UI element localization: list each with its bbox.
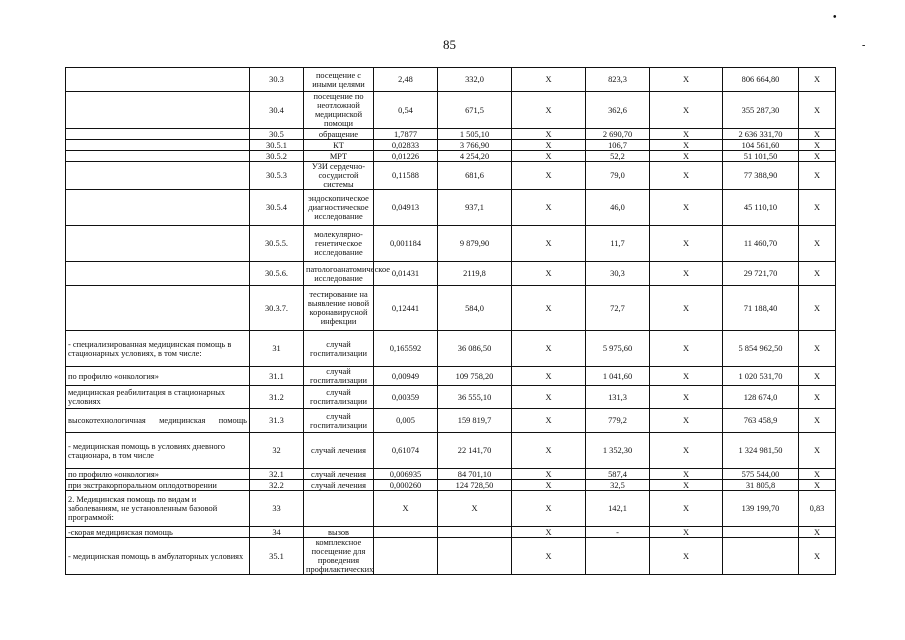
- table-cell: Х: [512, 226, 586, 262]
- table-cell: Х: [512, 140, 586, 151]
- table-cell: Х: [650, 367, 723, 386]
- table-cell: 33: [250, 491, 304, 527]
- table-cell: 937,1: [438, 190, 512, 226]
- table-cell: 30,3: [586, 262, 650, 286]
- table-cell: 0,006935: [374, 469, 438, 480]
- table-cell: Х: [799, 480, 836, 491]
- table-cell: 823,3: [586, 68, 650, 92]
- table-cell: 681,6: [438, 162, 512, 190]
- table-cell: [66, 286, 250, 331]
- table-cell: УЗИ сердечно-сосудистой системы: [304, 162, 374, 190]
- table-row: [66, 129, 836, 140]
- table-cell: случай госпитализации: [304, 409, 374, 433]
- table-row: [66, 162, 836, 190]
- table-cell: посещение с иными целями: [304, 68, 374, 92]
- table-cell: [66, 92, 250, 129]
- table-cell: 52,2: [586, 151, 650, 162]
- table-cell: 0,00949: [374, 367, 438, 386]
- table-cell: случай госпитализации: [304, 331, 374, 367]
- table-cell: Х: [512, 491, 586, 527]
- table-cell: Х: [512, 433, 586, 469]
- table-cell: Х: [799, 527, 836, 538]
- table-cell: Х: [650, 386, 723, 409]
- table-cell: Х: [799, 92, 836, 129]
- table-cell: 35.1: [250, 538, 304, 575]
- table-row: [66, 538, 836, 575]
- table-cell: Х: [799, 331, 836, 367]
- table-cell: 0,12441: [374, 286, 438, 331]
- table-cell: 2. Медицинская помощь по видам и заболеваниям, не установленным базовой программой:: [66, 491, 250, 527]
- table-cell: 22 141,70: [438, 433, 512, 469]
- table-cell: Х: [799, 162, 836, 190]
- table-cell: 0,11588: [374, 162, 438, 190]
- table-cell: 32.2: [250, 480, 304, 491]
- table-cell: 0,61074: [374, 433, 438, 469]
- table-row: [66, 331, 836, 367]
- table-row: [66, 433, 836, 469]
- table-cell: 32,5: [586, 480, 650, 491]
- table-cell: 139 199,70: [723, 491, 799, 527]
- table-cell: молекулярно-генетическое исследование: [304, 226, 374, 262]
- table-cell: 584,0: [438, 286, 512, 331]
- table-row: [66, 480, 836, 491]
- table-row: [66, 226, 836, 262]
- table-cell: Х: [650, 331, 723, 367]
- table-row: [66, 367, 836, 386]
- table-cell: 34: [250, 527, 304, 538]
- table-cell: 362,6: [586, 92, 650, 129]
- table-cell: 0,54: [374, 92, 438, 129]
- table-cell: Х: [650, 190, 723, 226]
- corner-dot-mark: •: [833, 12, 837, 23]
- table-cell: 31: [250, 331, 304, 367]
- table-cell: 159 819,7: [438, 409, 512, 433]
- table-cell: случай госпитализации: [304, 367, 374, 386]
- table-cell: МРТ: [304, 151, 374, 162]
- table-cell: [66, 151, 250, 162]
- table-cell: 131,3: [586, 386, 650, 409]
- table-cell: случай госпитализации: [304, 386, 374, 409]
- table-cell: 84 701,10: [438, 469, 512, 480]
- table-cell: 30.4: [250, 92, 304, 129]
- table-cell: обращение: [304, 129, 374, 140]
- table-cell: Х: [650, 469, 723, 480]
- table-cell: Х: [799, 151, 836, 162]
- table-cell: [66, 226, 250, 262]
- table-cell: 30.5.1: [250, 140, 304, 151]
- table-cell: 29 721,70: [723, 262, 799, 286]
- table-cell: [304, 491, 374, 527]
- table-cell: Х: [512, 162, 586, 190]
- table-cell: 30.5.5.: [250, 226, 304, 262]
- table-cell: 124 728,50: [438, 480, 512, 491]
- table-cell: Х: [512, 538, 586, 575]
- table-cell: Х: [799, 286, 836, 331]
- table-cell: 763 458,9: [723, 409, 799, 433]
- table-cell: комплексное посещение для проведения профилактических: [304, 538, 374, 575]
- table-cell: 5 854 962,50: [723, 331, 799, 367]
- table-cell: Х: [512, 68, 586, 92]
- table-cell: 1 020 531,70: [723, 367, 799, 386]
- table-cell: 587,4: [586, 469, 650, 480]
- table-cell: Х: [512, 469, 586, 480]
- table-cell: высокотехнологичная медицинская помощь: [66, 409, 250, 433]
- tariff-table: [65, 67, 836, 575]
- table-cell: Х: [799, 538, 836, 575]
- table-cell: 30.5: [250, 129, 304, 140]
- table-cell: Х: [512, 129, 586, 140]
- table-cell: [66, 68, 250, 92]
- table-cell: 3 766,90: [438, 140, 512, 151]
- page-number: 85: [443, 37, 456, 52]
- table-cell: посещение по неотложной медицинской помощи: [304, 92, 374, 129]
- table-cell: Х: [512, 386, 586, 409]
- table-cell: 2 636 331,70: [723, 129, 799, 140]
- table-cell: 31.3: [250, 409, 304, 433]
- table-cell: при экстракорпоральном оплодотворении: [66, 480, 250, 491]
- table-cell: Х: [512, 92, 586, 129]
- table-cell: 779,2: [586, 409, 650, 433]
- table-cell: эндоскопическое диагностическое исследование: [304, 190, 374, 226]
- table-cell: 46,0: [586, 190, 650, 226]
- table-cell: 51 101,50: [723, 151, 799, 162]
- table-cell: Х: [799, 190, 836, 226]
- table-cell: 575 544,00: [723, 469, 799, 480]
- table-cell: 30.3: [250, 68, 304, 92]
- table-cell: 1 505,10: [438, 129, 512, 140]
- table-cell: 0,000260: [374, 480, 438, 491]
- table-cell: 355 287,30: [723, 92, 799, 129]
- table-cell: по профилю «онкология»: [66, 367, 250, 386]
- table-cell: Х: [650, 162, 723, 190]
- table-cell: тестирование на выявление новой коронавирусной инфекции: [304, 286, 374, 331]
- table-cell: Х: [512, 151, 586, 162]
- table-cell: [723, 527, 799, 538]
- table-cell: Х: [650, 151, 723, 162]
- table-cell: 0,005: [374, 409, 438, 433]
- table-cell: Х: [438, 491, 512, 527]
- table-cell: случай лечения: [304, 469, 374, 480]
- table-cell: [66, 262, 250, 286]
- table-cell: 2 690,70: [586, 129, 650, 140]
- table-cell: [374, 527, 438, 538]
- table-cell: Х: [650, 538, 723, 575]
- table-cell: 128 674,0: [723, 386, 799, 409]
- table-cell: 31.1: [250, 367, 304, 386]
- table-row: [66, 190, 836, 226]
- table-cell: Х: [799, 386, 836, 409]
- table-cell: 0,001184: [374, 226, 438, 262]
- table-cell: 0,04913: [374, 190, 438, 226]
- table-cell: Х: [799, 469, 836, 480]
- table-cell: -скорая медицинская помощь: [66, 527, 250, 538]
- table-cell: [438, 538, 512, 575]
- table-cell: 30.5.3: [250, 162, 304, 190]
- table-cell: - медицинская помощь в условиях дневного стационара, в том числе: [66, 433, 250, 469]
- table-row: [66, 469, 836, 480]
- table-cell: [438, 527, 512, 538]
- table-cell: 79,0: [586, 162, 650, 190]
- table-cell: Х: [799, 129, 836, 140]
- table-cell: Х: [799, 409, 836, 433]
- table-cell: 0,02833: [374, 140, 438, 151]
- table-cell: 72,7: [586, 286, 650, 331]
- table-cell: [66, 190, 250, 226]
- table-cell: Х: [650, 286, 723, 331]
- table-cell: 30.5.6.: [250, 262, 304, 286]
- table-cell: 106,7: [586, 140, 650, 151]
- table-cell: Х: [650, 409, 723, 433]
- table-cell: 30.5.2: [250, 151, 304, 162]
- table-cell: 1 324 981,50: [723, 433, 799, 469]
- table-cell: 30.3.7.: [250, 286, 304, 331]
- table-cell: 30.5.4: [250, 190, 304, 226]
- table-cell: Х: [799, 140, 836, 151]
- table-cell: [586, 538, 650, 575]
- table-cell: КТ: [304, 140, 374, 151]
- table-cell: - медицинская помощь в амбулаторных условиях: [66, 538, 250, 575]
- table-cell: 142,1: [586, 491, 650, 527]
- table-cell: 11 460,70: [723, 226, 799, 262]
- table-row: [66, 92, 836, 129]
- table-cell: Х: [650, 140, 723, 151]
- table-row: [66, 286, 836, 331]
- table-cell: Х: [650, 527, 723, 538]
- table-cell: 1,7877: [374, 129, 438, 140]
- table-cell: 2119,8: [438, 262, 512, 286]
- table-cell: патологоанатомическое исследование: [304, 262, 374, 286]
- table-cell: 2,48: [374, 68, 438, 92]
- table-cell: 109 758,20: [438, 367, 512, 386]
- table-cell: - специализированная медицинская помощь в стационарных условиях, в том числе:: [66, 331, 250, 367]
- table-cell: Х: [512, 286, 586, 331]
- table-cell: Х: [512, 262, 586, 286]
- table-row: [66, 68, 836, 92]
- table-cell: вызов: [304, 527, 374, 538]
- table-cell: 0,00359: [374, 386, 438, 409]
- table-cell: 45 110,10: [723, 190, 799, 226]
- table-cell: 71 188,40: [723, 286, 799, 331]
- table-cell: [66, 162, 250, 190]
- table-cell: -: [586, 527, 650, 538]
- table-cell: 5 975,60: [586, 331, 650, 367]
- table-cell: Х: [512, 480, 586, 491]
- table-cell: 1 041,60: [586, 367, 650, 386]
- table-cell: [723, 538, 799, 575]
- table-cell: [374, 538, 438, 575]
- table-row: [66, 386, 836, 409]
- table-cell: 0,01431: [374, 262, 438, 286]
- table-cell: случай лечения: [304, 480, 374, 491]
- table-cell: 332,0: [438, 68, 512, 92]
- table-cell: Х: [512, 190, 586, 226]
- table-row: [66, 409, 836, 433]
- margin-dash-mark: -: [862, 40, 866, 51]
- table-cell: 11,7: [586, 226, 650, 262]
- table-cell: Х: [650, 68, 723, 92]
- table-cell: Х: [650, 92, 723, 129]
- table-cell: Х: [799, 433, 836, 469]
- table-cell: Х: [650, 480, 723, 491]
- table-cell: 31 805,8: [723, 480, 799, 491]
- table-cell: 32.1: [250, 469, 304, 480]
- table-cell: 0,165592: [374, 331, 438, 367]
- table-cell: 32: [250, 433, 304, 469]
- table-cell: 36 555,10: [438, 386, 512, 409]
- table-cell: 31.2: [250, 386, 304, 409]
- table-row: [66, 491, 836, 527]
- table-cell: [66, 129, 250, 140]
- table-cell: 0,01226: [374, 151, 438, 162]
- table-cell: 104 561,60: [723, 140, 799, 151]
- table-cell: Х: [799, 367, 836, 386]
- table-cell: медицинская реабилитация в стационарных условиях: [66, 386, 250, 409]
- table-cell: 671,5: [438, 92, 512, 129]
- table-cell: Х: [650, 226, 723, 262]
- table-cell: 4 254,20: [438, 151, 512, 162]
- table-cell: Х: [374, 491, 438, 527]
- table-cell: по профилю «онкология»: [66, 469, 250, 480]
- table-cell: Х: [650, 129, 723, 140]
- table-cell: 9 879,90: [438, 226, 512, 262]
- table-cell: 1 352,30: [586, 433, 650, 469]
- table-cell: Х: [650, 262, 723, 286]
- table-row: [66, 140, 836, 151]
- table-row: [66, 527, 836, 538]
- table-cell: случай лечения: [304, 433, 374, 469]
- table-cell: Х: [799, 262, 836, 286]
- table-cell: Х: [512, 331, 586, 367]
- table-cell: Х: [650, 491, 723, 527]
- table-cell: Х: [650, 433, 723, 469]
- table-cell: Х: [512, 409, 586, 433]
- table-cell: Х: [799, 226, 836, 262]
- table-cell: Х: [799, 68, 836, 92]
- table-cell: Х: [512, 367, 586, 386]
- table-cell: 77 388,90: [723, 162, 799, 190]
- table-cell: [66, 140, 250, 151]
- table-cell: 0,83: [799, 491, 836, 527]
- table-cell: 806 664,80: [723, 68, 799, 92]
- table-row: [66, 262, 836, 286]
- table-cell: 36 086,50: [438, 331, 512, 367]
- table-row: [66, 151, 836, 162]
- table-cell: Х: [512, 527, 586, 538]
